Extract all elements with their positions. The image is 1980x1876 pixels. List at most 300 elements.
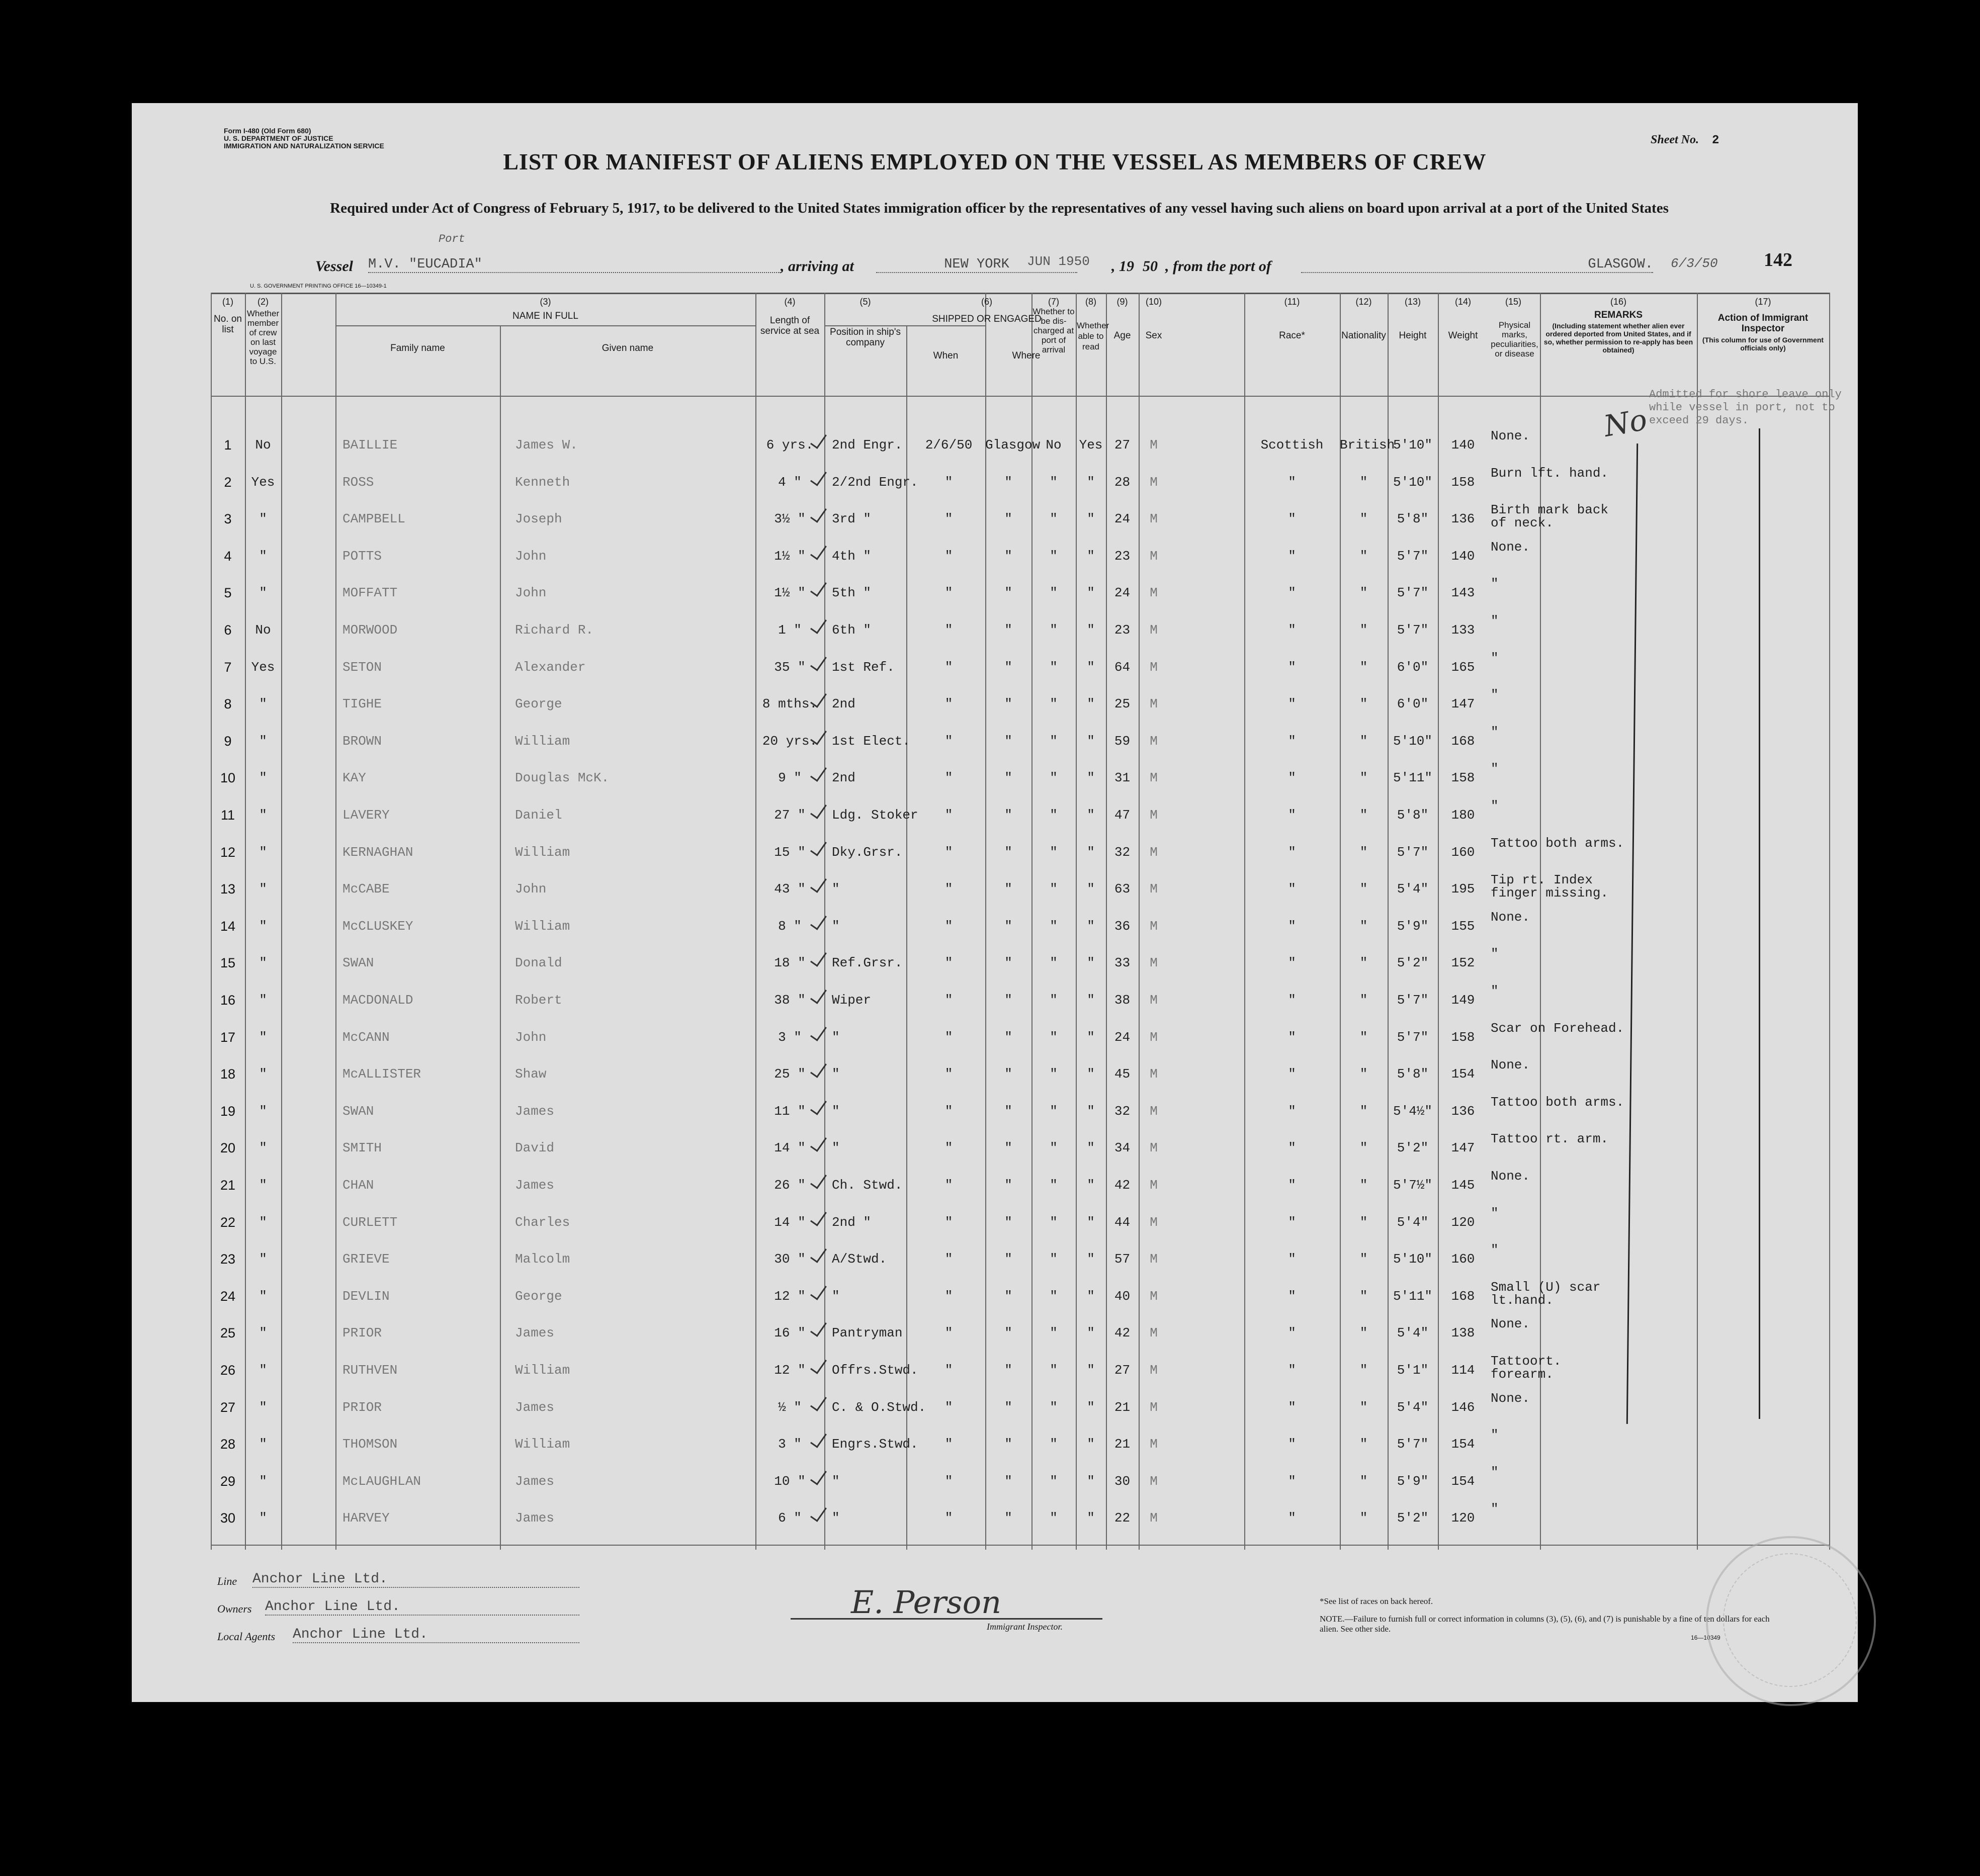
cell-race: ": [1288, 808, 1296, 823]
cell-when: ": [944, 1140, 953, 1156]
cell-age: 64: [1114, 659, 1131, 675]
cell-sex: M: [1150, 1252, 1158, 1267]
cell-when: ": [944, 955, 953, 971]
col-number: (6): [981, 297, 992, 307]
cell-age: 25: [1114, 696, 1131, 712]
cell-nationality: ": [1359, 1252, 1368, 1267]
cell-given: George: [515, 1288, 562, 1304]
cell-member: ": [259, 1473, 267, 1489]
cell-service: 38 ": [774, 993, 806, 1008]
cell-member: ": [259, 511, 267, 527]
cell-discharge: No: [1046, 437, 1062, 453]
cell-no: 19: [220, 1103, 236, 1119]
cell-nationality: ": [1359, 1288, 1368, 1304]
cell-read: ": [1087, 585, 1095, 601]
cell-service: 14 ": [774, 1214, 806, 1230]
cell-discharge: ": [1050, 808, 1058, 823]
cell-where: ": [1004, 881, 1012, 897]
cell-no: 13: [220, 881, 236, 897]
cell-read: ": [1087, 1029, 1095, 1045]
cell-height: 5'7": [1397, 1029, 1429, 1045]
print-code: 16—10349: [1691, 1634, 1720, 1641]
cell-when: ": [944, 881, 953, 897]
cell-marks: ": [1491, 724, 1499, 740]
cell-given: George: [515, 696, 562, 712]
cell-family: KERNAGHAN: [342, 844, 413, 860]
cell-given: Douglas McK.: [515, 770, 610, 786]
cell-discharge: ": [1050, 1473, 1058, 1489]
cell-discharge: ": [1050, 1288, 1058, 1304]
cell-given: Charles: [515, 1214, 570, 1230]
cell-when: ": [944, 1252, 953, 1267]
cell-no: 24: [220, 1288, 236, 1304]
cell-nationality: ": [1359, 1473, 1368, 1489]
cell-discharge: ": [1050, 474, 1058, 490]
cell-where: ": [1004, 622, 1012, 638]
from-date: 6/3/50: [1671, 256, 1718, 271]
cell-when: ": [944, 808, 953, 823]
cell-age: 59: [1114, 733, 1131, 749]
cell-age: 23: [1114, 622, 1131, 638]
cell-sex: M: [1150, 1029, 1158, 1045]
table-row: [211, 1501, 1829, 1548]
cell-marks: Tattoo both arms.: [1491, 835, 1624, 851]
cell-family: PRIOR: [342, 1325, 382, 1341]
cell-when: ": [944, 1288, 953, 1304]
cell-member: ": [259, 955, 267, 971]
cell-position: Ref.Grsr.: [832, 955, 903, 971]
cell-weight: 138: [1451, 1325, 1475, 1341]
cell-read: ": [1087, 1252, 1095, 1267]
cell-age: 42: [1114, 1178, 1131, 1193]
cell-marks: ": [1491, 650, 1499, 666]
cell-marks: Scar on Forehead.: [1491, 1020, 1624, 1036]
cell-nationality: ": [1359, 1140, 1368, 1156]
cell-marks: None.: [1491, 428, 1530, 443]
cell-height: 5'7": [1397, 1437, 1429, 1452]
cell-service: 3 ": [778, 1029, 802, 1045]
cell-read: ": [1087, 548, 1095, 564]
cell-marks: Tattoo both arms.: [1491, 1094, 1624, 1110]
cell-where: ": [1004, 548, 1012, 564]
form-department: U. S. DEPARTMENT OF JUSTICE: [224, 134, 333, 142]
cell-height: 5'10": [1393, 437, 1432, 453]
cell-sex: M: [1150, 733, 1158, 749]
table-top-rule: [211, 293, 1829, 294]
cell-age: 57: [1114, 1252, 1131, 1267]
col-header-remarks-note: (Including statement whether alien ever ordered deported from United States, and if so, whether permission to re-apply has been obtained): [1543, 322, 1693, 354]
cell-position: 6th ": [832, 622, 872, 638]
cell-position: 2nd Engr.: [832, 437, 903, 453]
cell-marks: None.: [1491, 539, 1530, 555]
cell-discharge: ": [1050, 511, 1058, 527]
col-header-shipped: SHIPPED OR ENGAGED: [932, 314, 1042, 324]
cell-age: 21: [1114, 1399, 1131, 1415]
cell-sex: M: [1150, 770, 1158, 786]
cell-member: ": [259, 585, 267, 601]
cell-no: 10: [220, 770, 236, 786]
cell-weight: 168: [1451, 1288, 1475, 1304]
cell-race: ": [1288, 1178, 1296, 1193]
cell-sex: M: [1150, 918, 1158, 934]
cell-no: 28: [220, 1437, 236, 1452]
cell-no: 26: [220, 1363, 236, 1378]
cell-given: Daniel: [515, 808, 562, 823]
cell-discharge: ": [1050, 955, 1058, 971]
agents-label: Local Agents: [217, 1630, 276, 1643]
cell-where: ": [1004, 1214, 1012, 1230]
arriving-label: , arriving at: [781, 258, 854, 275]
cell-service: 6 ": [778, 1510, 802, 1526]
cell-member: ": [259, 696, 267, 712]
cell-position: ": [832, 1473, 840, 1489]
cell-discharge: ": [1050, 881, 1058, 897]
cell-nationality: ": [1359, 733, 1368, 749]
cell-position: ": [832, 1029, 840, 1045]
cell-where: ": [1004, 1029, 1012, 1045]
form-identifier: [224, 127, 384, 150]
cell-nationality: ": [1359, 696, 1368, 712]
cell-family: McCLUSKEY: [342, 918, 413, 934]
col-header-when: When: [933, 350, 959, 361]
cell-service: 15 ": [774, 844, 806, 860]
cell-sex: M: [1150, 881, 1158, 897]
cell-read: ": [1087, 918, 1095, 934]
cell-no: 30: [220, 1510, 236, 1526]
cell-nationality: ": [1359, 1178, 1368, 1193]
cell-discharge: ": [1050, 1214, 1058, 1230]
date-stamp: JUN 1950: [1027, 254, 1090, 269]
cell-no: 5: [224, 585, 232, 601]
cell-when: 2/6/50: [925, 437, 973, 453]
cell-weight: 154: [1451, 1066, 1475, 1082]
col-number: (9): [1116, 297, 1128, 307]
cell-age: 34: [1114, 1140, 1131, 1156]
cell-service: 43 ": [774, 881, 806, 897]
cell-height: 5'10": [1393, 474, 1432, 490]
cell-when: ": [944, 1510, 953, 1526]
cell-service: 35 ": [774, 659, 806, 675]
cell-service: 20 yrs.: [762, 733, 818, 749]
cell-sex: M: [1150, 622, 1158, 638]
cell-nationality: ": [1359, 881, 1368, 897]
cell-read: ": [1087, 955, 1095, 971]
cell-discharge: ": [1050, 1103, 1058, 1119]
cell-when: ": [944, 733, 953, 749]
cell-marks: ": [1491, 984, 1499, 999]
cell-when: ": [944, 1066, 953, 1082]
printer-line: U. S. GOVERNMENT PRINTING OFFICE 16—10349-1: [250, 283, 387, 289]
cell-nationality: ": [1359, 844, 1368, 860]
cell-nationality: ": [1359, 1363, 1368, 1378]
cell-race: ": [1288, 1363, 1296, 1378]
cell-height: 5'8": [1397, 511, 1429, 527]
cell-given: William: [515, 1363, 570, 1378]
cell-position: 4th ": [832, 548, 872, 564]
cell-where: ": [1004, 511, 1012, 527]
cell-family: SWAN: [342, 955, 374, 971]
cell-service: 6 yrs.: [766, 437, 814, 453]
cell-age: 63: [1114, 881, 1131, 897]
cell-given: James: [515, 1399, 555, 1415]
cell-race: ": [1288, 844, 1296, 860]
cell-race: ": [1288, 770, 1296, 786]
cell-weight: 140: [1451, 548, 1475, 564]
header-rule: [211, 396, 1829, 397]
cell-when: ": [944, 993, 953, 1008]
cell-service: 27 ": [774, 808, 806, 823]
cell-race: ": [1288, 1029, 1296, 1045]
cell-when: ": [944, 1214, 953, 1230]
cell-discharge: ": [1050, 1437, 1058, 1452]
cell-height: 5'1": [1397, 1363, 1429, 1378]
cell-discharge: ": [1050, 844, 1058, 860]
sheet-label: Sheet No.: [1651, 133, 1699, 146]
owners-label: Owners: [217, 1602, 252, 1615]
cell-marks: ": [1491, 1205, 1499, 1221]
cell-no: 1: [224, 437, 232, 453]
cell-discharge: ": [1050, 659, 1058, 675]
cell-service: 1½ ": [774, 548, 806, 564]
cell-weight: 155: [1451, 918, 1475, 934]
cell-family: MACDONALD: [342, 993, 413, 1008]
cell-read: ": [1087, 1399, 1095, 1415]
cell-no: 7: [224, 659, 232, 675]
cell-sex: M: [1150, 1214, 1158, 1230]
cell-no: 8: [224, 696, 232, 712]
cell-marks: Tattoo rt. arm.: [1491, 1131, 1609, 1147]
sheet-number: [1651, 133, 1719, 147]
cell-marks: ": [1491, 761, 1499, 777]
cell-when: ": [944, 1473, 953, 1489]
from-label: , from the port of: [1165, 258, 1271, 275]
cell-given: James: [515, 1178, 555, 1193]
cell-read: ": [1087, 770, 1095, 786]
cell-where: ": [1004, 1288, 1012, 1304]
cell-when: ": [944, 659, 953, 675]
cell-position: 5th ": [832, 585, 872, 601]
cell-member: ": [259, 1103, 267, 1119]
col-header-name: NAME IN FULL: [512, 311, 578, 321]
cell-where: ": [1004, 1103, 1012, 1119]
cell-nationality: ": [1359, 1066, 1368, 1082]
cell-service: 25 ": [774, 1066, 806, 1082]
col-number: (7): [1048, 297, 1059, 307]
cell-marks: ": [1491, 576, 1499, 592]
cell-race: Scottish: [1260, 437, 1324, 453]
official-seal-stamp: [1706, 1536, 1876, 1706]
cell-position: 1st Ref.: [832, 659, 895, 675]
cell-no: 11: [220, 808, 235, 823]
cell-weight: 165: [1451, 659, 1475, 675]
cell-age: 44: [1114, 1214, 1131, 1230]
cell-nationality: ": [1359, 548, 1368, 564]
cell-position: ": [832, 1140, 840, 1156]
cell-weight: 145: [1451, 1178, 1475, 1193]
cell-service: 3 ": [778, 1437, 802, 1452]
cell-where: ": [1004, 1325, 1012, 1341]
cell-member: ": [259, 1066, 267, 1082]
cell-age: 23: [1114, 548, 1131, 564]
cell-no: 14: [220, 918, 236, 934]
cell-weight: 147: [1451, 1140, 1475, 1156]
cell-when: ": [944, 1325, 953, 1341]
cell-position: Pantryman: [832, 1325, 903, 1341]
cell-race: ": [1288, 881, 1296, 897]
cell-member: ": [259, 1510, 267, 1526]
cell-when: ": [944, 1363, 953, 1378]
cell-age: 24: [1114, 1029, 1131, 1045]
col-number: (4): [784, 297, 796, 307]
cell-read: ": [1087, 733, 1095, 749]
cell-height: 5'7": [1397, 844, 1429, 860]
cell-race: ": [1288, 918, 1296, 934]
cell-discharge: ": [1050, 770, 1058, 786]
cell-weight: 120: [1451, 1510, 1475, 1526]
vessel-annotation: Port: [439, 233, 465, 245]
cell-when: ": [944, 696, 953, 712]
form-number: Form I-480 (Old Form 680): [224, 127, 311, 135]
cell-sex: M: [1150, 511, 1158, 527]
cell-age: 27: [1114, 437, 1131, 453]
cell-weight: 160: [1451, 1252, 1475, 1267]
cell-family: POTTS: [342, 548, 382, 564]
cell-weight: 158: [1451, 770, 1475, 786]
cell-discharge: ": [1050, 1363, 1058, 1378]
action-ditto-line: [1759, 428, 1760, 1419]
cell-weight: 195: [1451, 881, 1475, 897]
page-title: LIST OR MANIFEST OF ALIENS EMPLOYED ON THE VESSEL AS MEMBERS OF CREW: [503, 149, 1487, 174]
cell-discharge: ": [1050, 1325, 1058, 1341]
cell-family: SETON: [342, 659, 382, 675]
cell-weight: 114: [1451, 1363, 1475, 1378]
cell-member: ": [259, 1437, 267, 1452]
cell-no: 22: [220, 1214, 236, 1230]
cell-where: ": [1004, 1399, 1012, 1415]
cell-family: KAY: [342, 770, 366, 786]
cell-given: William: [515, 733, 570, 749]
col-number: (14): [1454, 297, 1471, 307]
cell-family: SMITH: [342, 1140, 382, 1156]
cell-family: SWAN: [342, 1103, 374, 1119]
cell-weight: 147: [1451, 696, 1475, 712]
cell-position: ": [832, 1510, 840, 1526]
cell-nationality: ": [1359, 659, 1368, 675]
cell-marks: ": [1491, 613, 1499, 629]
cell-where: ": [1004, 1363, 1012, 1378]
cell-member: No: [255, 622, 271, 638]
signature-line: [791, 1618, 1102, 1620]
cell-marks: Burn lft. hand.: [1491, 465, 1609, 481]
col-header-weight: Weight: [1448, 330, 1478, 341]
cell-position: 1st Elect.: [832, 733, 911, 749]
cell-age: 32: [1114, 1103, 1131, 1119]
cell-position: Wiper: [832, 993, 872, 1008]
cell-weight: 158: [1451, 474, 1475, 490]
cell-read: ": [1087, 1103, 1095, 1119]
cell-discharge: ": [1050, 696, 1058, 712]
cell-marks: Birth mark back of neck.: [1491, 502, 1609, 531]
cell-discharge: ": [1050, 1140, 1058, 1156]
cell-nationality: ": [1359, 1103, 1368, 1119]
col-header-read: Whether able to read: [1077, 321, 1109, 351]
vessel-label: Vessel: [315, 258, 353, 275]
cell-sex: M: [1150, 1437, 1158, 1452]
cell-given: William: [515, 918, 570, 934]
cell-read: ": [1087, 844, 1095, 860]
cell-marks: ": [1491, 1501, 1499, 1517]
cell-where: ": [1004, 844, 1012, 860]
cell-age: 36: [1114, 918, 1131, 934]
cell-read: ": [1087, 622, 1095, 638]
cell-height: 5'7": [1397, 585, 1429, 601]
year-prefix: , 19: [1111, 258, 1134, 275]
cell-discharge: ": [1050, 1252, 1058, 1267]
cell-height: 5'11": [1393, 1288, 1432, 1304]
cell-weight: 168: [1451, 733, 1475, 749]
cell-nationality: ": [1359, 993, 1368, 1008]
cell-marks: ": [1491, 798, 1499, 814]
cell-discharge: ": [1050, 993, 1058, 1008]
cell-discharge: ": [1050, 548, 1058, 564]
cell-read: ": [1087, 659, 1095, 675]
cell-height: 5'4": [1397, 881, 1429, 897]
cell-given: Shaw: [515, 1066, 547, 1082]
cell-read: ": [1087, 696, 1095, 712]
cell-given: John: [515, 548, 547, 564]
cell-no: 2: [224, 474, 232, 490]
col-header-where: Where: [1012, 350, 1041, 361]
col-number: (15): [1505, 297, 1521, 307]
cell-when: ": [944, 622, 953, 638]
cell-read: ": [1087, 1288, 1095, 1304]
cell-weight: 146: [1451, 1399, 1475, 1415]
agents-value: Anchor Line Ltd.: [293, 1627, 579, 1643]
col-header-family: Family name: [390, 343, 445, 353]
cell-height: 5'7": [1397, 993, 1429, 1008]
cell-service: 10 ": [774, 1473, 806, 1489]
cell-nationality: British: [1340, 437, 1395, 453]
cell-given: James: [515, 1325, 555, 1341]
cell-read: ": [1087, 808, 1095, 823]
cell-height: 5'4": [1397, 1325, 1429, 1341]
cell-read: ": [1087, 1178, 1095, 1193]
cell-height: 5'4½": [1393, 1103, 1432, 1119]
cell-sex: M: [1150, 1066, 1158, 1082]
cell-when: ": [944, 1029, 953, 1045]
cell-nationality: ": [1359, 770, 1368, 786]
cell-race: ": [1288, 993, 1296, 1008]
col-number: (12): [1355, 297, 1372, 307]
cell-where: ": [1004, 918, 1012, 934]
cell-member: ": [259, 808, 267, 823]
cell-position: ": [832, 1066, 840, 1082]
cell-service: 16 ": [774, 1325, 806, 1341]
cell-read: ": [1087, 993, 1095, 1008]
cell-sex: M: [1150, 437, 1158, 453]
cell-when: ": [944, 918, 953, 934]
col-header-remarks: REMARKS: [1594, 310, 1643, 320]
cell-nationality: ": [1359, 511, 1368, 527]
cell-service: 3½ ": [774, 511, 806, 527]
cell-age: 45: [1114, 1066, 1131, 1082]
cell-member: ": [259, 1178, 267, 1193]
shipped-subheader-rule: [824, 325, 985, 326]
cell-sex: M: [1150, 1510, 1158, 1526]
cell-member: Yes: [251, 659, 275, 675]
cell-age: 24: [1114, 585, 1131, 601]
cell-weight: 154: [1451, 1473, 1475, 1489]
